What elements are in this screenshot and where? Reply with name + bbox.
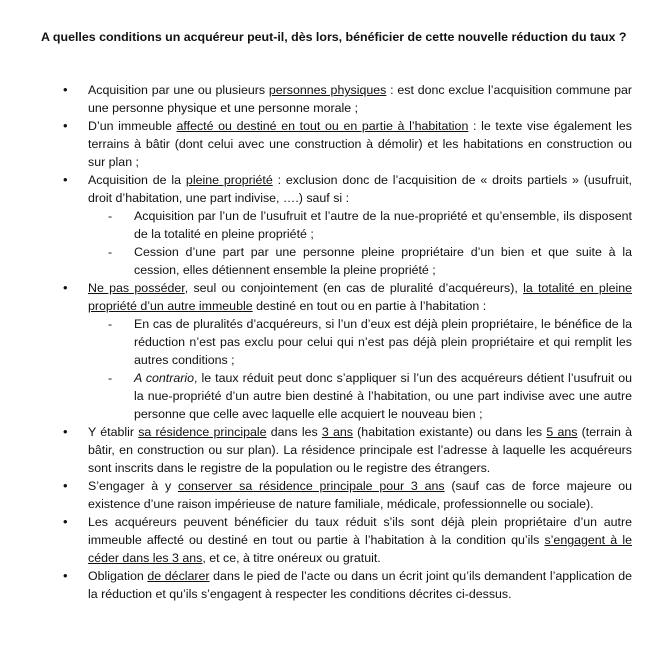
text: dans le pied de l’acte ou dans un écrit joint qu’ils demandent l’application de la réduction et qu’ils s’engagent à respecter les conditions décrites ci-dessus. [88, 569, 632, 601]
conditions-list [88, 81, 632, 603]
underlined-text: affecté ou destiné en tout ou en partie à l’habitation [176, 119, 469, 133]
list-item [88, 81, 632, 117]
text: Acquisition de la [88, 173, 186, 187]
underlined-text: Ne pas posséder [88, 281, 185, 295]
underlined-text: 5 ans [546, 425, 578, 439]
underlined-text: conserver sa résidence principale pour 3 ans [177, 479, 445, 493]
sub-list-item: - Cession d’une part par une personne pleine propriétaire d’un bien et que suite à la cession, elles détiennent ensemble la pleine propriété ; [134, 243, 632, 279]
text: S’engager à y [88, 479, 178, 493]
underlined-text: pleine propriété [185, 173, 273, 187]
sub-list [88, 315, 632, 423]
text: (sauf cas de force majeure ou existence d’une raison impérieuse de nature familiale, médicale, professionnelle ou sociale). [88, 479, 632, 511]
sub-list [88, 207, 632, 279]
list-item [88, 171, 632, 279]
sub-list-item: - Acquisition par l’un de l’usufruit et l’autre de la nue-propriété et qu’ensemble, ils disposent de la totalité en pleine propriété ; [134, 207, 632, 243]
text: Obligation [88, 569, 148, 583]
list-item [88, 567, 632, 603]
text: (terrain à bâtir, en construction ou sur plan). La résidence principale est l’adresse à laquelle les acquéreurs sont inscrits dans le registre de la population ou le registre des étrangers. [88, 425, 633, 475]
italic-text: A contrario [134, 371, 195, 385]
list-item [88, 423, 632, 477]
text: dans les [266, 425, 322, 439]
underlined-text: 3 ans [321, 425, 353, 439]
text: Y établir [88, 425, 139, 439]
question-heading: A quelles conditions un acquéreur peut-il, dès lors, bénéficier de cette nouvelle réduction du taux ? [41, 30, 627, 44]
text: , et ce, à titre onéreux ou gratuit. [202, 551, 381, 565]
underlined-text: sa résidence principale [138, 425, 267, 439]
list-item [88, 477, 632, 513]
underlined-text: s’engagent à le céder dans les 3 ans [88, 533, 632, 565]
list-item [88, 117, 632, 171]
text: : exclusion donc de l’acquisition de « droits partiels » (usufruit, droit d’habitation, une part indivise, ….) sauf si : [88, 173, 632, 205]
text: Les acquéreurs peuvent bénéficier du taux réduit s’ils sont déjà plein propriétaire d’un autre immeuble affecté ou destiné en tout ou partie à l’habitation à la condition qu’ils [88, 515, 632, 547]
list-item [88, 513, 632, 567]
sub-list-item [134, 369, 632, 423]
text: : est donc exclue l’acquisition commune par une personne physique et une personne morale ; [88, 83, 632, 115]
sub-list-item: - En cas de pluralités d’acquéreurs, si l’un d’eux est déjà plein propriétaire, le bénéfice de la réduction n’est pas exclu pour celui qui n’est pas déjà plein propriétaire et qui remplit les autres conditions ; [134, 315, 632, 369]
underlined-text: la totalité en pleine propriété d’un autre immeuble [88, 281, 632, 313]
underlined-text: de déclarer [147, 569, 210, 583]
list-item [88, 279, 632, 423]
text: : le texte vise également les terrains à bâtir (dont celui avec une construction à démolir) et les habitations en construction ou sur plan ; [88, 119, 632, 169]
text: Acquisition par une ou plusieurs [88, 83, 269, 97]
text: D’un immeuble [88, 119, 177, 133]
text: , le taux réduit peut donc s’appliquer si l’un des acquéreurs détient l’usufruit ou la nue-propriété d’un autre bien destiné à l’habitation, ou une part indivise avec une autre personne que celle avec laquelle elle acquiert le nouveau bien ; [134, 371, 632, 421]
text: , seul ou conjointement (en cas de pluralité d’acquéreurs), [184, 281, 524, 295]
text: (habitation existante) ou dans les [352, 425, 547, 439]
text: destiné en tout ou en partie à l’habitation : [252, 299, 487, 313]
underlined-text: personnes physiques [268, 83, 387, 97]
